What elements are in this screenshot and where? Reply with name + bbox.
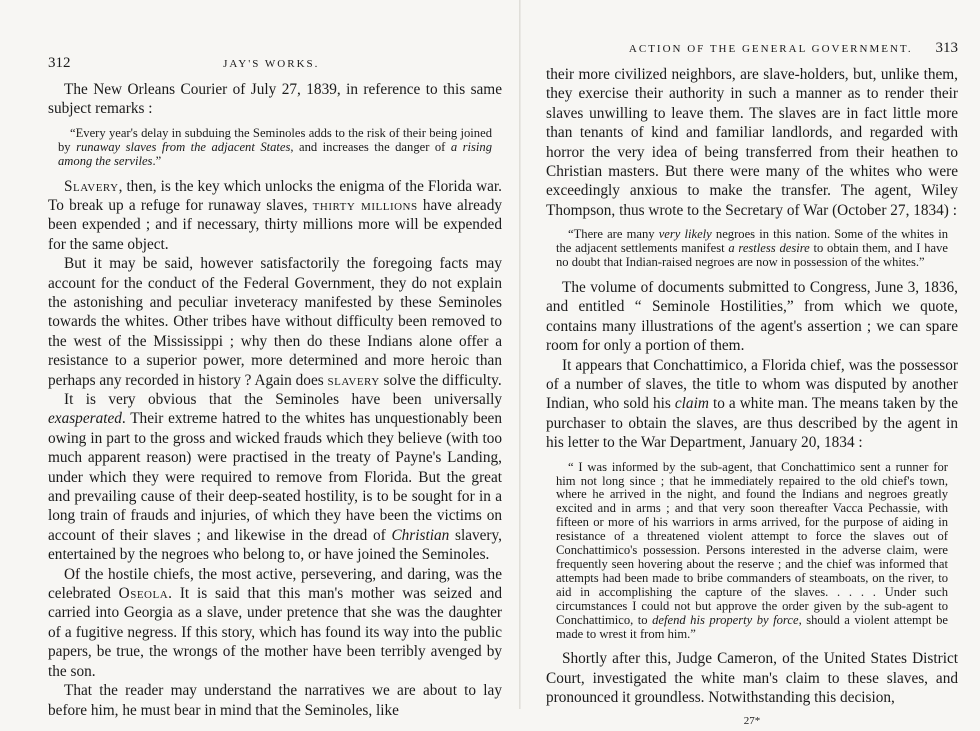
paragraph: That the reader may understand the narratives we are about to lay before him, he must bear in mind that the Seminoles, like [48,682,502,719]
paragraph: The New Orleans Courier of July 27, 1839, in reference to this same subject remarks : [48,81,502,118]
right-page-number: 313 [935,40,958,56]
paragraph: Of the hostile chiefs, the most active, persevering, and daring, was the celebrated Oseola. It is said that this man's mother was seized and carried into Georgia as a slave, under pretence that she was the daughter of a fugitive negress. If this story, which has found its way into the public papers, be true, the wrongs of the mother have been terribly avenged by the son. [48,565,502,680]
block-quote: “ I was informed by the sub-agent, that Conchattimico sent a runner for him not long since ; that he immediately repaired to the old chief's town, where he arrived in the night, and found the Indians and negroes greatly excited and in arms ; and that very soon thereafter Vacca Pechassie, with fifteen or more of his warriors in arms arrived, for the purpose of aiding in resistance of a threatened violent attempt to force the slaves out of Conchattimico's possession. Persons interested in the adverse claim, were frequently seen hovering about the reserve ; and the chief was informed that attempts had been made to bribe commanders of steamboats, on the river, to aid in accomplishing the capture of the slaves. . . . . Under such circumstances I could not but approve the order given by the sub-agent to Conchattimico, to defend his property by force, should a violent attempt be made to wrest it from him.” [556,459,949,641]
paragraph: Shortly after this, Judge Cameron, of the United States District Court, investigated the white man's claim to these slaves, and pronounced it groundless. Notwithstanding this decision, [546,650,958,707]
right-running-head [546,40,958,57]
right-page [520,0,980,727]
paragraph: Slavery, then, is the key which unlocks the enigma of the Florida war. To break up a refuge for runaway slaves, thirty millions have already been expended ; and if necessary, thirty millions more will be expended for the same object. [48,177,502,253]
left-body-text [48,80,502,720]
right-running-title: ACTION OF THE GENERAL GOVERNMENT. [628,43,913,55]
paragraph: their more civilized neighbors, are slave-holders, but, unlike them, they exercise their authority in such a manner as to render their slaves unwilling to leave them. The slaves are in fact little more than tenants of kind and familiar landlords, and regarded with horror the very idea of being transferred from their heathen to Christian masters. But there were many of the whites who were exceedingly anxious to make the transfer. The agent, Wiley Thompson, thus wrote to the Secretary of War (October 27, 1834) : [546,66,958,219]
signature-mark: 27* [743,714,761,727]
paragraph: But it may be said, however satisfactorily the foregoing facts may account for the conduct of the Federal Government, they do not explain the astonishing and peculiar inveteracy manifested by these Seminoles towards the whites. Other tribes have without difficulty been removed to the west of the Mississippi ; why then do these Indians alone offer a resistance to a superior power, more determined and more heroic than perhaps any recorded in history ? Again does slavery solve the difficulty. [48,255,502,389]
block-quote: “There are many very likely negroes in this nation. Some of the whites in the adjacent settlements manifest a restless desire to obtain them, and I have no doubt that Indian-raised negroes are now in possession of the whites.” [556,227,948,270]
left-page-number: 312 [48,55,71,71]
right-body-text [546,65,958,731]
paragraph: The volume of documents submitted to Congress, June 3, 1836, and entitled “ Seminole Hostilities,” from which we quote, contains many illustrations of the agent's assertion ; we can spare room for only a portion of them. [546,278,958,355]
paragraph: It is very obvious that the Seminoles have been universally exasperated. Their extreme hatred to the whites has unquestionably been owing in part to the gross and wicked frauds which they believe (with too much apparent reason) were practised in the treaty of Payne's Landing, under which they were required to remove from Florida. But the great and prevailing cause of their deep-seated hostility, is to be sought for in a long train of frauds and injuries, of which they have been the victims on account of their slaves ; and likewise in the dread of Christian slavery, entertained by the negroes who belong to, or have joined the Seminoles. [48,391,503,564]
left-running-title: JAY'S WORKS. [223,58,320,70]
paragraph: It appears that Conchattimico, a Florida chief, was the possessor of a number of slaves, the title to whom was disputed by another Indian, who sold his claim to a white man. The means taken by the purchaser to obtain the slaves, are thus described by the agent in his letter to the War Department, January 20, 1834 : [546,356,958,452]
left-running-head [48,55,502,72]
block-quote: “Every year's delay in subduing the Seminoles adds to the risk of their being joined by runaway slaves from the adjacent States, and increases the danger of a rising among the serviles.” [58,125,492,168]
